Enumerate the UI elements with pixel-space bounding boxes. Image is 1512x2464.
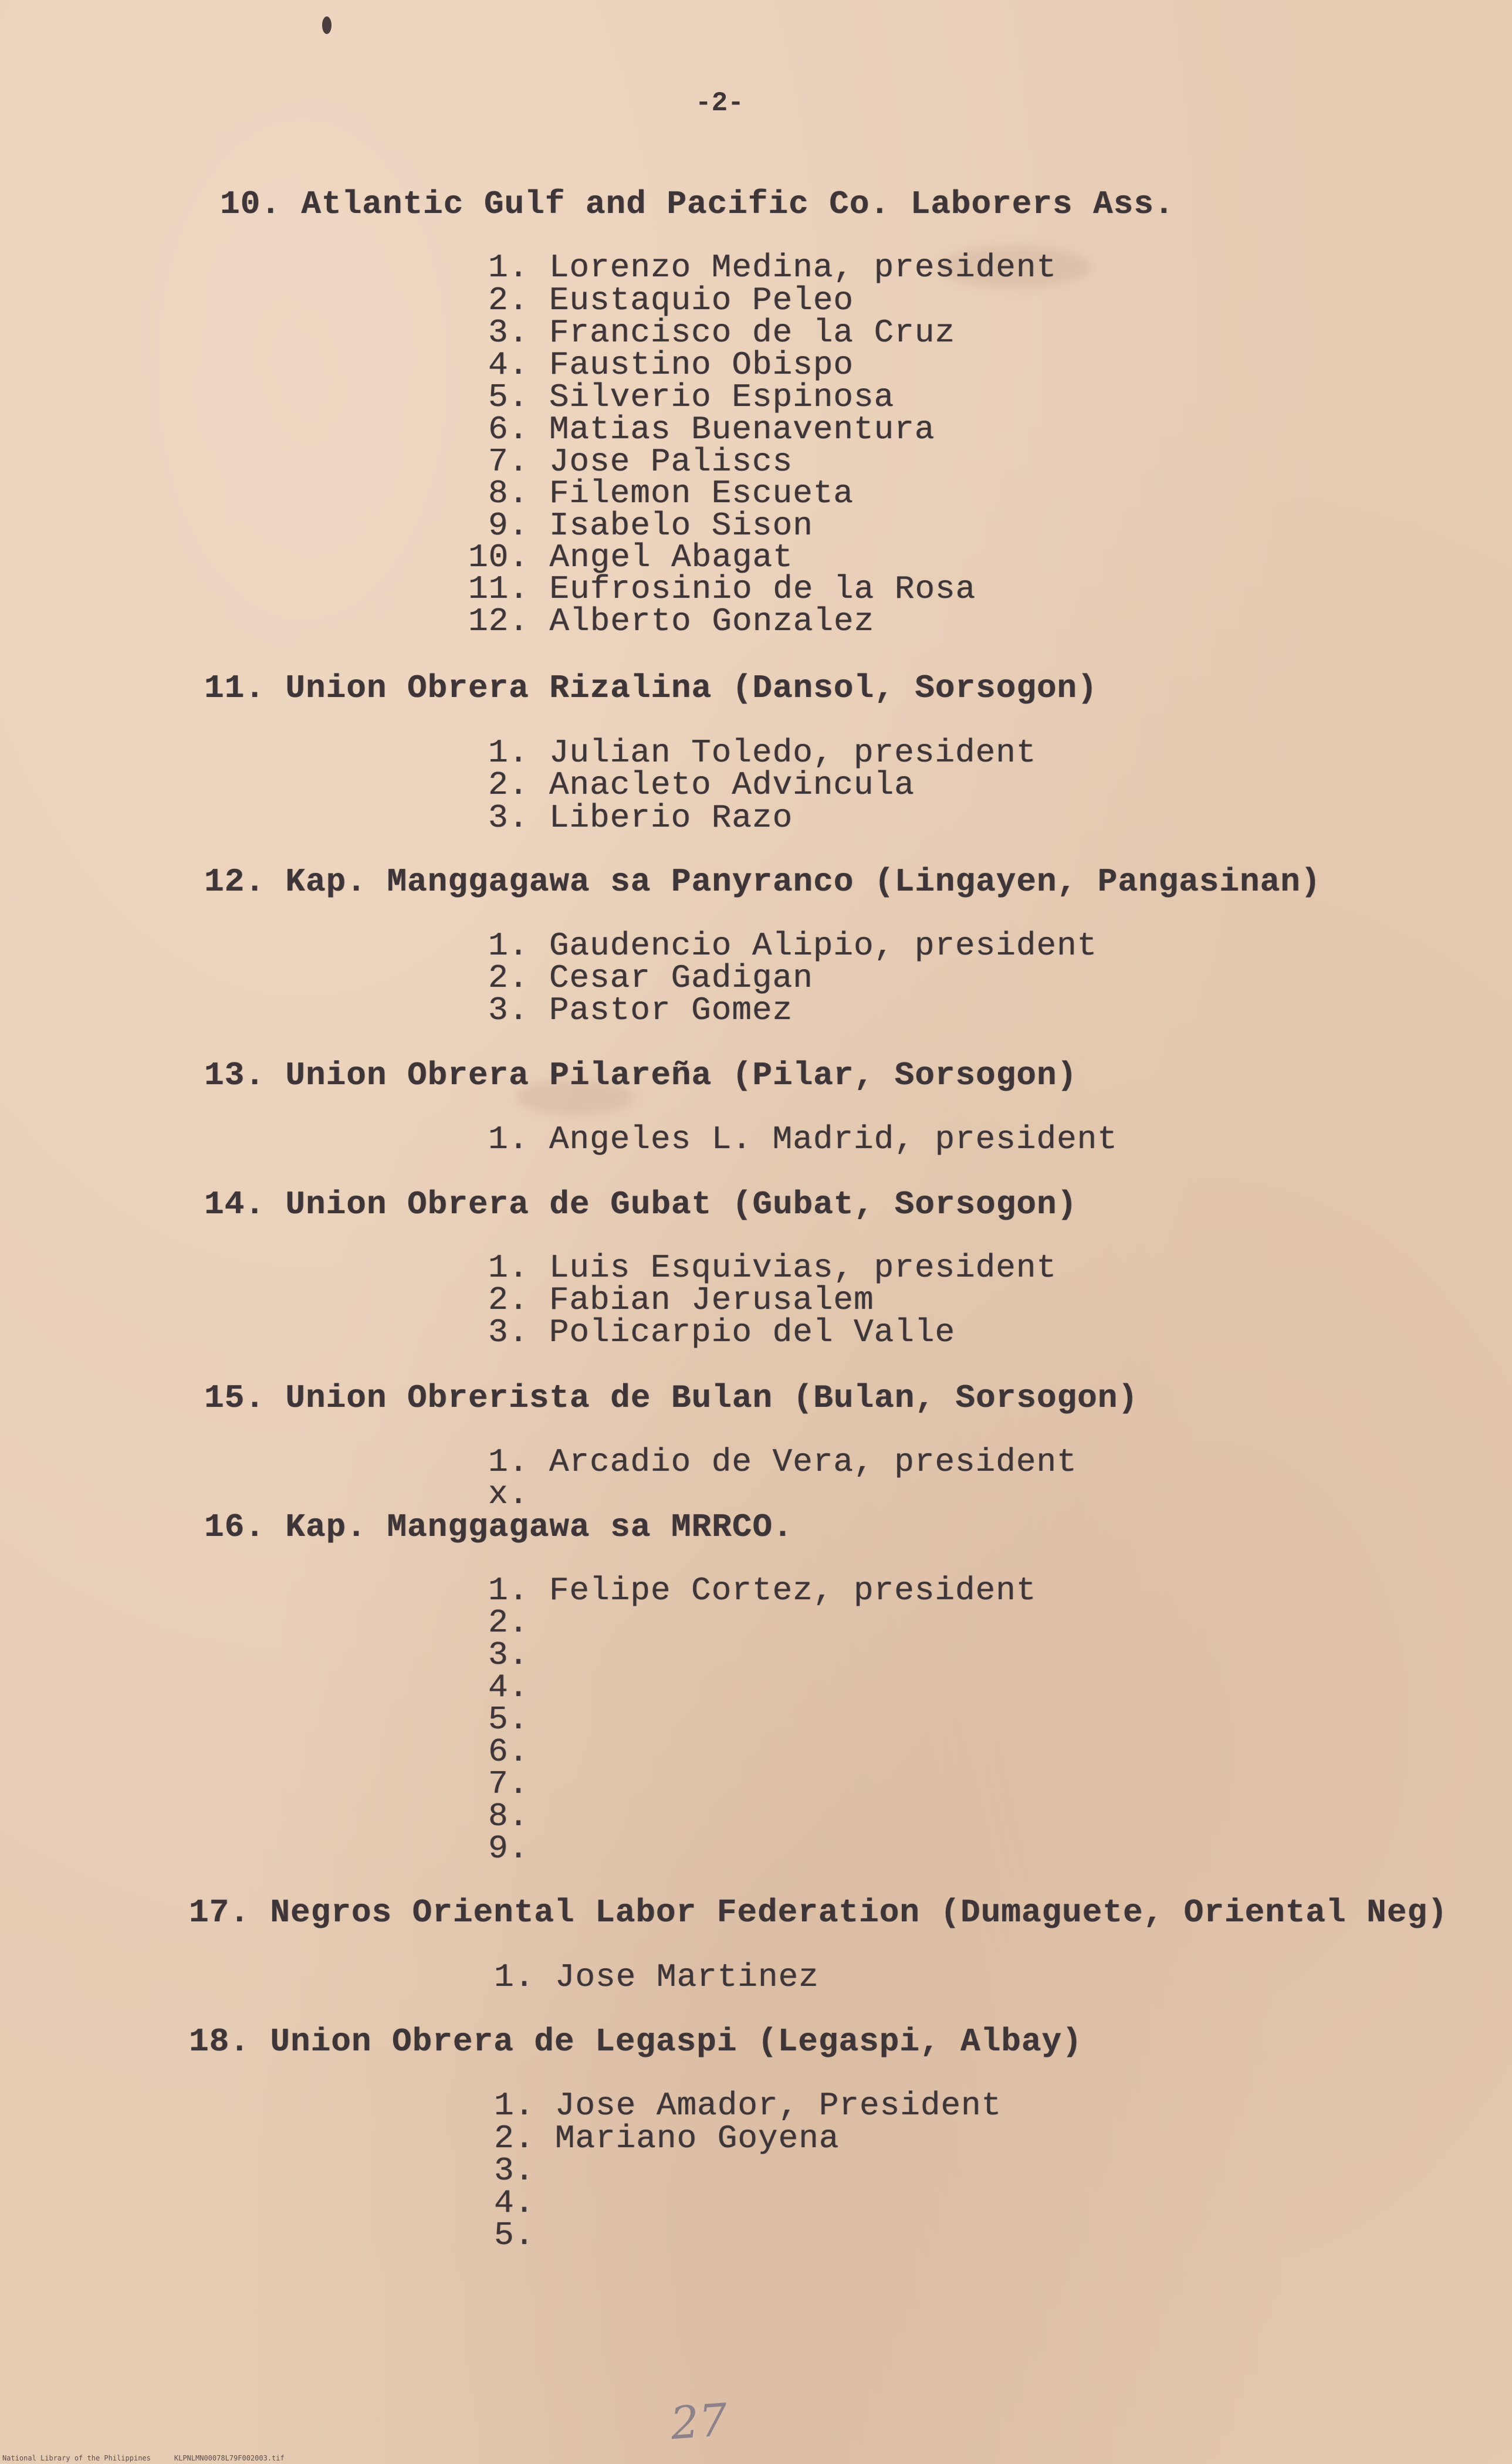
list-item: 5. (494, 2216, 535, 2254)
page-number: -2- (695, 88, 744, 119)
list-item: 5. Silverio Espinosa (488, 378, 895, 416)
list-item: 2. Anacleto Advincula (488, 766, 915, 804)
list-item: 3. Francisco de la Cruz (488, 314, 955, 351)
section-heading: 15. Union Obrerista de Bulan (Bulan, Sorsogon) (204, 1379, 1138, 1417)
list-item: 5. (488, 1701, 529, 1738)
section-heading: 10. Atlantic Gulf and Pacific Co. Laborers Ass. (220, 185, 1175, 223)
section-heading: 16. Kap. Manggagawa sa MRRCO. (204, 1508, 793, 1546)
list-item: 12. Alberto Gonzalez (468, 603, 875, 640)
list-item: 1. Julian Toledo, president (488, 734, 1037, 771)
section-heading: 18. Union Obrera de Legaspi (Legaspi, Albay) (189, 2023, 1083, 2060)
list-item: 3. (488, 1636, 529, 1674)
list-item: 9. (488, 1830, 529, 1867)
list-item: 1. Gaudencio Alipio, president (488, 927, 1098, 964)
list-item: 1. Felipe Cortez, president (488, 1572, 1037, 1609)
list-item: 1. Angeles L. Madrid, president (488, 1121, 1118, 1158)
section-heading: 17. Negros Oriental Labor Federation (Dumaguete, Oriental Neg) (189, 1894, 1448, 1931)
list-item: 3. Liberio Razo (488, 799, 793, 837)
list-item: 3. (494, 2152, 535, 2189)
list-item: 1. Luis Esquivias, president (488, 1249, 1057, 1287)
list-item: 8. Filemon Escueta (488, 475, 854, 512)
list-item: 7. (488, 1765, 529, 1803)
section-heading: 11. Union Obrera Rizalina (Dansol, Sorsogon) (204, 669, 1098, 707)
section-heading: 13. Union Obrera Pilareña (Pilar, Sorsogon) (204, 1057, 1078, 1094)
list-item: 9. Isabelo Sison (488, 507, 813, 544)
list-item: 6. Matias Buenaventura (488, 411, 935, 448)
footer-library: National Library of the Philippines (2, 2454, 151, 2462)
list-item: 4. (488, 1668, 529, 1706)
list-item: 2. Cesar Gadigan (488, 959, 813, 997)
list-item: 4. (494, 2184, 535, 2222)
list-item: 3. Policarpio del Valle (488, 1314, 955, 1351)
list-item: 2. Eustaquio Peleo (488, 282, 854, 319)
handwritten-page-number: 27 (669, 2393, 729, 2450)
list-item: 2. (488, 1604, 529, 1641)
list-item: 1. Jose Amador, President (494, 2087, 1002, 2124)
list-item: x. (488, 1475, 529, 1513)
list-item: 3. Pastor Gomez (488, 991, 793, 1029)
list-item: 2. Mariano Goyena (494, 2120, 840, 2157)
footer-file-id: KLPNLMN00078L79F002003.tif (174, 2454, 285, 2462)
list-item: 1. Arcadio de Vera, president (488, 1443, 1077, 1481)
list-item: 1. Lorenzo Medina, president (488, 249, 1057, 286)
section-heading: 14. Union Obrera de Gubat (Gubat, Sorsogon) (204, 1186, 1078, 1223)
list-item: 4. Faustino Obispo (488, 346, 854, 384)
list-item: 11. Eufrosinio de la Rosa (468, 570, 976, 608)
list-item: 1. Jose Martinez (494, 1958, 819, 1996)
list-item: 6. (488, 1733, 529, 1771)
list-item: 2. Fabian Jerusalem (488, 1281, 874, 1319)
list-item: 8. (488, 1798, 529, 1835)
scan-footer (2, 2454, 308, 2462)
ink-blot (322, 16, 332, 34)
list-item: 10. Angel Abagat (468, 539, 793, 576)
list-item: 7. Jose Paliscs (488, 443, 793, 480)
section-heading: 12. Kap. Manggagawa sa Panyranco (Lingayen, Pangasinan) (204, 863, 1321, 901)
